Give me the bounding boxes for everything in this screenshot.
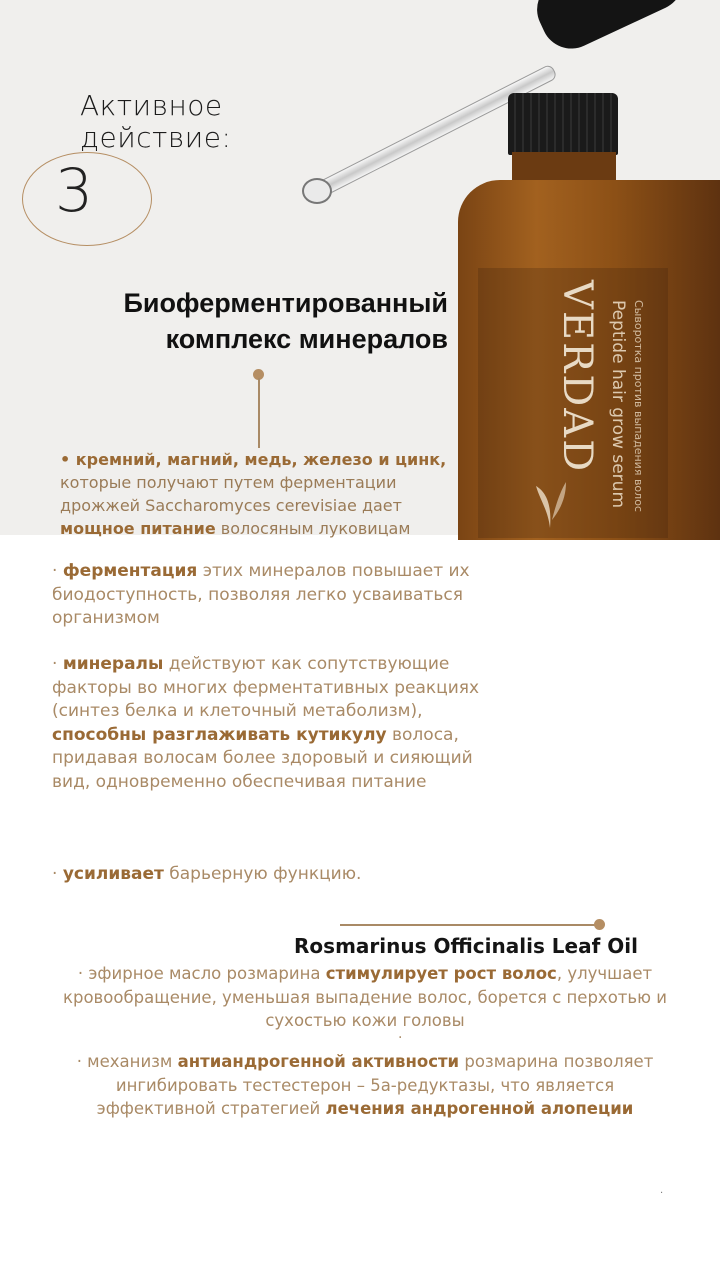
bottle-cap	[508, 93, 618, 155]
rosemary-title: Rosmarinus Officinalis Leaf Oil	[294, 934, 638, 958]
text: · механизм	[76, 1052, 178, 1071]
connector-line	[258, 378, 260, 448]
minerals-paragraph	[60, 448, 460, 540]
step-number: 3	[55, 156, 94, 226]
minerals-list: • кремний, магний, медь, железо и цинк,	[60, 450, 447, 469]
rosemary-divider	[340, 924, 600, 926]
section-title-line-1: Биоферментированный	[123, 288, 448, 318]
product-subtitle: Peptide hair grow serum	[608, 300, 628, 509]
highlight: мощное питание	[60, 519, 216, 538]
text: барьерную функцию.	[163, 864, 362, 884]
bullet: ·	[52, 561, 63, 581]
text: этих минералов повышает их биодоступность, позволяя легко усваиваться организмом	[52, 561, 470, 628]
heading-line-1: Активное	[80, 89, 223, 122]
highlight: антиандрогенной активности	[177, 1052, 460, 1071]
dropper-tip	[302, 178, 332, 204]
text: действуют как сопутствующие факторы во многих ферментативных реакциях (синтез белка и клеточный метаболизм),	[52, 654, 480, 721]
rosemary-paragraph-1	[60, 962, 670, 1033]
text: розмарина позволяет ингибировать тестестерон – 5а-редуктазы, что является эффективной стратегией	[96, 1052, 654, 1118]
text: волоса, придавая волосам более здоровый и сияющий вид, одновременно обеспечивая питание	[52, 724, 473, 792]
text: которые получают путем ферментации дрожжей Saccharomyces cerevisiae дает	[60, 473, 402, 515]
fermentation-paragraph	[52, 560, 482, 631]
leaf-icon	[530, 470, 570, 530]
section-title	[123, 285, 448, 357]
rosemary-dot	[594, 919, 605, 930]
product-subtitle-ru: Сыворотка против выпадения волос	[632, 300, 645, 512]
highlight: усиливает	[62, 864, 164, 884]
text: · эфирное масло розмарина	[77, 964, 326, 983]
rosemary-paragraph-2	[60, 1050, 670, 1121]
heading-line-2: действие:	[80, 121, 232, 154]
barrier-paragraph	[52, 863, 482, 887]
minerals-action-paragraph	[52, 653, 482, 794]
highlight: стимулирует рост волос	[325, 964, 557, 983]
highlight: минералы	[62, 654, 164, 674]
corner-mark: ·	[660, 1188, 664, 1199]
highlight: ферментация	[62, 561, 198, 581]
text: , улучшает кровообращение, уменьшая выпадение волос, борется с перхотью и сухостью кожи головы	[63, 964, 667, 1030]
heading-active-action	[80, 90, 231, 154]
section-title-line-2: комплекс минералов	[165, 324, 448, 354]
highlight: лечения андрогенной алопеции	[325, 1099, 634, 1118]
text: волосяным луковицам	[215, 519, 411, 538]
highlight: способны разглаживать кутикулу	[52, 724, 387, 745]
rosemary-separator: ·	[398, 1030, 403, 1046]
bullet: ·	[52, 864, 63, 884]
brand-logo: VERDAD	[554, 280, 600, 474]
bullet: ·	[52, 654, 63, 674]
